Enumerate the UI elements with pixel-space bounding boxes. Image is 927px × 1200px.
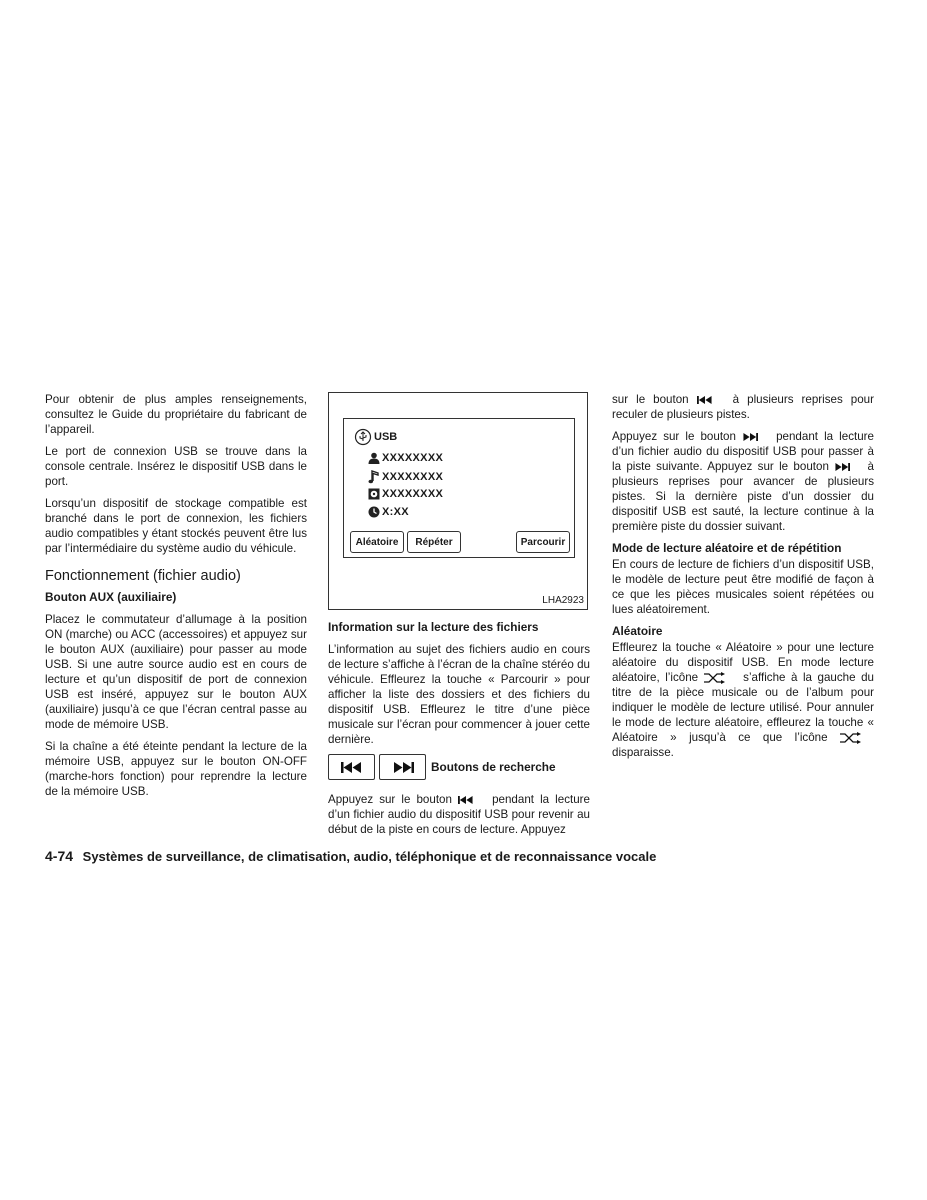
shuffle-button[interactable]: Aléatoire — [350, 531, 404, 553]
skip-forward-icon — [742, 433, 758, 441]
artist-row: XXXXXXXX — [368, 452, 443, 464]
shuffle-icon — [704, 672, 726, 684]
paragraph-compatible-device: Lorsqu’un dispositif de stockage compatible est branché dans le port de connexion, les fichiers audio compatibles y étant stockés peuvent être lus par l’intermédiaire du système audio du véhicule. — [45, 497, 307, 555]
album-icon — [368, 488, 380, 500]
section-title: Fonctionnement (fichier audio) — [45, 568, 241, 584]
chapter-title: Systèmes de surveillance, de climatisation, audio, téléphonique et de reconnaissance vocale — [82, 849, 657, 864]
paragraph-random: Effleurez la touche « Aléatoire » pour une lecture aléatoire du dispositif USB. En mode lecture aléatoire, l’icône s’affiche à la gauche du titre de la pièce musicale ou de l’album pour indiquer le modèle de lecture utilisé. Pour annuler le mode de lecture aléatoire, effleurez la touche « Aléatoire » jusqu’à ce que l’icône disparaisse. — [612, 641, 874, 759]
paragraph-usb-port: Le port de connexion USB se trouve dans la console centrale. Insérez le dispositif USB dans le port. — [45, 445, 307, 488]
paragraph-resume-playback: Si la chaîne a été éteinte pendant la lecture de la mémoire USB, appuyez sur le bouton ON-OFF (marche-hors fonction) pour reprendre la lecture de la mémoire USB. — [45, 740, 307, 798]
aux-heading: Bouton AUX (auxiliaire) — [45, 590, 177, 604]
shuffle-icon — [840, 732, 862, 744]
paragraph-more-info: Pour obtenir de plus amples renseignements, consultez le Guide du propriétaire du fabricant de l’appareil. — [45, 393, 307, 436]
song-row: XXXXXXXX — [368, 470, 443, 484]
search-buttons-row — [328, 754, 590, 780]
person-icon — [368, 452, 380, 464]
skip-back-icon — [458, 796, 474, 804]
search-buttons-label: Boutons de recherche — [431, 760, 556, 774]
column-left — [45, 392, 307, 806]
skip-back-icon — [697, 396, 713, 404]
usb-icon — [354, 428, 372, 446]
skip-forward-icon — [834, 463, 850, 471]
browse-button[interactable]: Parcourir — [516, 531, 570, 553]
column-right — [612, 392, 874, 767]
paragraph-aux-instructions: Placez le commutateur d’allumage à la position ON (marche) ou ACC (accessoires) et appuyez sur le bouton AUX (auxiliaire) pour passer au mode USB. Si une autre source audio est en cours de lecture et qu’un dispositif de port de connexion USB est inséré, appuyez sur le bouton AUX (auxiliaire) jusqu’à ce que l’écran central passe au mode de mémoire USB. — [45, 613, 307, 731]
seek-forward-button[interactable] — [379, 754, 426, 780]
info-heading: Information sur la lecture des fichiers — [328, 620, 539, 634]
repeat-button[interactable]: Répéter — [407, 531, 461, 553]
skip-forward-icon — [392, 762, 414, 773]
paragraph-mode: En cours de lecture de fichiers d’un dispositif USB, le modèle de lecture peut être modifié de façon à ce que les pièces musicales soient répétées ou lues aléatoirement. — [612, 558, 874, 616]
paragraph-seek-forward: Appuyez sur le bouton pendant la lecture d’un fichier audio du dispositif USB pour passer à la piste suivante. Appuyez sur le bouton à plusieurs reprises pour avancer de plusieurs pistes. Si la dernière piste d’un dossier du dispositif USB est sauté, la lecture continue à la première piste du dossier suivant. — [612, 430, 874, 533]
column-middle — [328, 392, 590, 844]
paragraph-seek-back: Appuyez sur le bouton pendant la lecture d’un fichier audio du dispositif USB pour revenir au début de la piste en cours de lecture. Appuyez — [328, 793, 590, 836]
page-footer — [45, 848, 656, 864]
skip-back-icon — [341, 762, 363, 773]
seek-back-button[interactable] — [328, 754, 375, 780]
mode-heading: Mode de lecture aléatoire et de répétition — [612, 541, 842, 555]
music-note-icon — [368, 470, 380, 484]
figure-code: LHA2923 — [542, 595, 584, 606]
time-row: X:XX — [368, 506, 409, 518]
random-heading: Aléatoire — [612, 624, 663, 638]
usb-screen-figure — [328, 392, 588, 610]
album-row: XXXXXXXX — [368, 488, 443, 500]
clock-icon — [368, 506, 380, 518]
page-number: 4-74 — [45, 848, 74, 864]
screen-title: USB — [354, 428, 397, 446]
usb-screen — [343, 418, 575, 558]
paragraph-info: L’information au sujet des fichiers audio en cours de lecture s’affiche à l’écran de la chaîne stéréo du véhicule. Effleurez la touche « Parcourir » pour afficher la liste des dossiers et des fichiers du dispositif USB. Effleurez le titre d’une pièce musicale sur l’écran pour commencer à jouer cette dernière. — [328, 643, 590, 746]
paragraph-seek-back-repeat: sur le bouton à plusieurs reprises pour reculer de plusieurs pistes. — [612, 393, 874, 421]
